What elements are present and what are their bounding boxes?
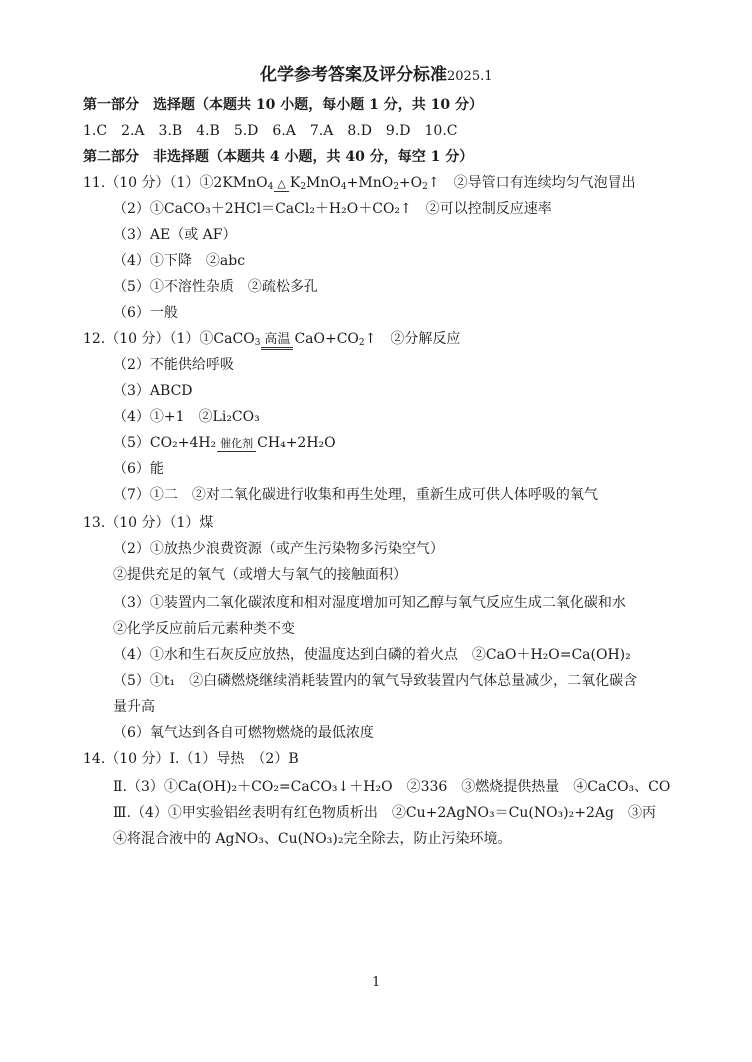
- q12-line-3: （3）ABCD: [113, 383, 193, 399]
- q11-line-3: （3）AE（或 AF）: [113, 227, 237, 243]
- q11-line-4: （4）①下降 ②abc: [113, 253, 246, 269]
- q13-line-7: （5）①t₁ ②白磷燃烧继续消耗装置内的氧气导致装置内气体总量减少，二氧化碳含: [113, 673, 638, 689]
- part1-answers: 1.C 2.A 3.B 4.B 5.D 6.A 7.A 8.D 9.D 10.C: [83, 123, 458, 139]
- q12-line-4: （4）①+1 ②Li₂CO₃: [113, 409, 260, 425]
- q14-line-2: Ⅱ.（3）①Ca(OH)₂＋CO₂=CaCO₃↓＋H₂O ②336 ③燃烧提供热量 ④CaCO₃、CO: [113, 779, 671, 795]
- q13-line-8: 量升高: [113, 699, 155, 715]
- q13-line-5: ②化学反应前后元素种类不变: [113, 621, 295, 637]
- page-title: [260, 66, 493, 86]
- q13-line-4: （3）①装置内二氧化碳浓度和相对湿度增加可知乙醇与氧气反应生成二氧化碳和水: [113, 595, 626, 611]
- part2-heading: 第二部分 非选择题（本题共 4 小题，共 40 分，每空 1 分）: [83, 149, 474, 165]
- q14-line-4: ④将混合液中的 AgNO₃、Cu(NO₃)₂完全除去，防止污染环境。: [113, 831, 512, 847]
- q11-line-6: （6）一般: [113, 305, 178, 321]
- part1-heading: 第一部分 选择题（本题共 10 小题，每小题 1 分，共 10 分）: [83, 97, 483, 113]
- high-temp-condition: 高温: [261, 333, 293, 350]
- q13-line-1: 13.（10 分）（1）煤: [83, 515, 214, 531]
- heat-condition: [274, 177, 288, 192]
- q12-line-1: 12.（10 分）（1）①CaCO$_3$ 高温 $CaO+CO_2↑$ ②分解反应: [83, 331, 461, 348]
- triangle-icon: △: [277, 177, 286, 190]
- q11-line-2: （2）①CaCO₃＋2HCl＝CaCl₂＋H₂O＋CO₂↑ ②可以控制反应速率: [113, 201, 552, 217]
- title-text: 化学参考答案及评分标准: [260, 65, 447, 85]
- q13-line-2: （2）①放热少浪费资源（或产生污染物多污染空气）: [113, 541, 444, 557]
- q12-line-7: （7）①二 ②对二氧化碳进行收集和再生处理，重新生成可供人体呼吸的氧气: [113, 487, 598, 503]
- catalyst-condition: 催化剂: [217, 437, 256, 452]
- q12-line-6: （6）能: [113, 461, 164, 477]
- q11-line-5: （5）①不溶性杂质 ②疏松多孔: [113, 279, 318, 295]
- q13-line-6: （4）①水和生石灰反应放热，使温度达到白磷的着火点 ②CaO＋H₂O=Ca(OH)₂: [113, 647, 631, 663]
- title-date: 2025.1: [447, 69, 493, 84]
- q11-line-1: 11.（10 分）（1）①2KMnO$_4$ △ $K_2MnO_4+MnO_2+O_2↑$ ②导管口有连续均匀气泡冒出: [83, 175, 636, 192]
- q14-line-3: Ⅲ.（4）①甲实验铝丝表明有红色物质析出 ②Cu+2AgNO₃＝Cu(NO₃)₂+2Ag ③丙: [113, 805, 656, 821]
- page-number: 1: [372, 975, 381, 990]
- q12-line-5: （5）CO₂+4H₂ 催化剂 CH₄+2H₂O: [113, 435, 336, 451]
- q13-line-9: （6）氧气达到各自可燃物燃烧的最低浓度: [113, 725, 374, 741]
- q13-line-3: ②提供充足的氧气（或增大与氧气的接触面积）: [113, 567, 407, 583]
- q14-line-1: 14.（10 分）Ⅰ.（1）导热 （2）B: [83, 751, 299, 767]
- q12-line-2: （2）不能供给呼吸: [113, 357, 234, 373]
